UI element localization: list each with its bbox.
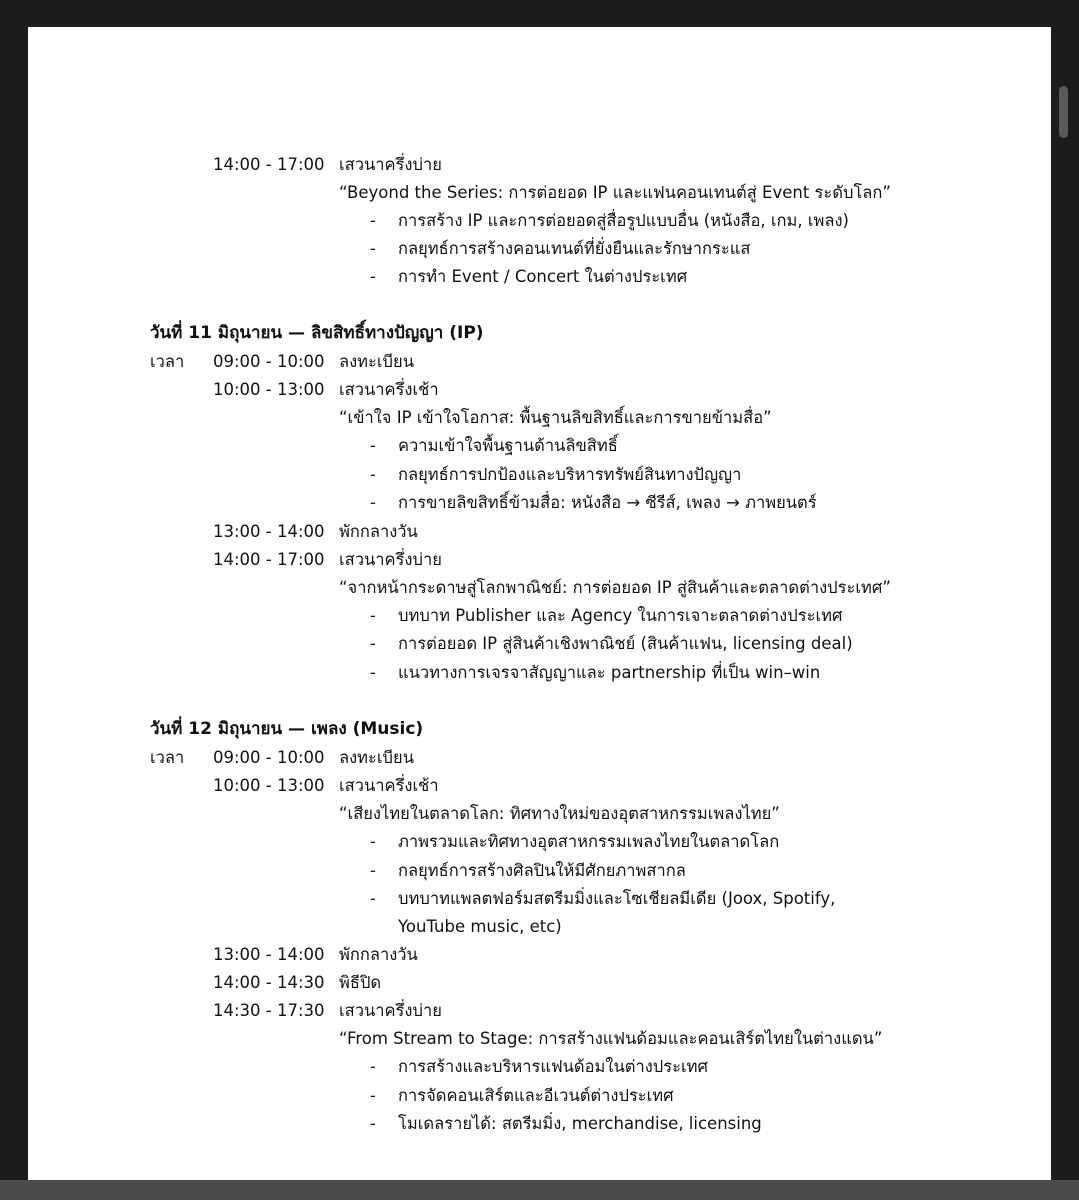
bullet-dash: - (370, 861, 376, 880)
session-time: 14:00 - 14:30 (213, 973, 325, 992)
session-time: 14:30 - 17:30 (213, 1001, 325, 1020)
bullet-item: การต่อยอด IP สู่สินค้าเชิงพาณิชย์ (สินค้าแฟน, licensing deal) (398, 634, 853, 653)
session-time: 13:00 - 14:00 (213, 945, 325, 964)
day-heading: วันที่ 11 มิถุนายน — ลิขสิทธิ์ทางปัญญา (IP) (150, 323, 484, 343)
session-label: เสวนาครึ่งบ่าย (339, 1001, 442, 1020)
session-time: 10:00 - 13:00 (213, 380, 325, 399)
bullet-dash: - (370, 1114, 376, 1133)
bullet-item: ความเข้าใจพื้นฐานด้านลิขสิทธิ์ (398, 436, 618, 455)
bullet-item: ภาพรวมและทิศทางอุตสาหกรรมเพลงไทยในตลาดโลก (398, 832, 780, 851)
session-time: 14:00 - 17:00 (213, 155, 325, 174)
bullet-item-continuation: YouTube music, etc) (398, 917, 562, 936)
session-label: พักกลางวัน (339, 945, 418, 964)
time-column-label: เวลา (150, 748, 185, 767)
session-title: “เสียงไทยในตลาดโลก: ทิศทางใหม่ของอุตสาหกรรมเพลงไทย” (339, 804, 780, 823)
bullet-item: กลยุทธ์การสร้างศิลปินให้มีศักยภาพสากล (398, 861, 686, 880)
session-label: เสวนาครึ่งบ่าย (339, 550, 442, 569)
bullet-dash: - (370, 606, 376, 625)
bullet-dash: - (370, 267, 376, 286)
session-title: “เข้าใจ IP เข้าใจโอกาส: พื้นฐานลิขสิทธิ์และการขายข้ามสื่อ” (339, 408, 772, 427)
bullet-dash: - (370, 493, 376, 512)
session-label: เสวนาครึ่งเช้า (339, 776, 439, 795)
session-label: ลงทะเบียน (339, 352, 414, 371)
bullet-item: โมเดลรายได้: สตรีมมิ่ง, merchandise, licensing (398, 1114, 762, 1133)
bullet-dash: - (370, 663, 376, 682)
bullet-item: การทำ Event / Concert ในต่างประเทศ (398, 267, 688, 286)
session-label: ลงทะเบียน (339, 748, 414, 767)
bullet-dash: - (370, 889, 376, 908)
session-label: พิธีปิด (339, 973, 382, 992)
bullet-item: การสร้าง IP และการต่อยอดสู่สื่อรูปแบบอื่น (หนังสือ, เกม, เพลง) (398, 211, 849, 230)
bullet-dash: - (370, 239, 376, 258)
bullet-dash: - (370, 634, 376, 653)
session-time: 09:00 - 10:00 (213, 352, 325, 371)
bullet-item: บทบาทแพลตฟอร์มสตรีมมิ่งและโซเชียลมีเดีย (Joox, Spotify, (398, 889, 836, 908)
bottom-toolbar (0, 1180, 1079, 1200)
bullet-item: กลยุทธ์การสร้างคอนเทนต์ที่ยั่งยืนและรักษากระแส (398, 239, 751, 258)
bullet-item: บทบาท Publisher และ Agency ในการเจาะตลาดต่างประเทศ (398, 606, 843, 625)
session-time: 13:00 - 14:00 (213, 522, 325, 541)
bullet-dash: - (370, 1057, 376, 1076)
time-column-label: เวลา (150, 352, 185, 371)
bullet-dash: - (370, 1086, 376, 1105)
scrollbar-thumb[interactable] (1059, 86, 1068, 138)
bullet-item: การจัดคอนเสิร์ตและอีเวนต์ต่างประเทศ (398, 1086, 674, 1105)
bullet-item: การสร้างและบริหารแฟนด้อมในต่างประเทศ (398, 1057, 708, 1076)
bullet-item: แนวทางการเจรจาสัญญาและ partnership ที่เป็น win–win (398, 663, 821, 682)
session-title: “Beyond the Series: การต่อยอด IP และแฟนคอนเทนต์สู่ Event ระดับโลก” (339, 183, 891, 202)
bullet-dash: - (370, 832, 376, 851)
session-time: 14:00 - 17:00 (213, 550, 325, 569)
session-label: เสวนาครึ่งเช้า (339, 380, 439, 399)
bullet-dash: - (370, 436, 376, 455)
session-title: “From Stream to Stage: การสร้างแฟนด้อมและคอนเสิร์ตไทยในต่างแดน” (339, 1029, 883, 1048)
session-time: 09:00 - 10:00 (213, 748, 325, 767)
session-label: พักกลางวัน (339, 522, 418, 541)
bullet-item: การขายลิขสิทธิ์ข้ามสื่อ: หนังสือ → ซีรีส์, เพลง → ภาพยนตร์ (398, 493, 817, 512)
bullet-dash: - (370, 465, 376, 484)
session-time: 10:00 - 13:00 (213, 776, 325, 795)
session-label: เสวนาครึ่งบ่าย (339, 155, 442, 174)
day-heading: วันที่ 12 มิถุนายน — เพลง (Music) (150, 719, 424, 739)
session-title: “จากหน้ากระดาษสู่โลกพาณิชย์: การต่อยอด IP สู่สินค้าและตลาดต่างประเทศ” (339, 578, 891, 597)
bullet-dash: - (370, 211, 376, 230)
bullet-item: กลยุทธ์การปกป้องและบริหารทรัพย์สินทางปัญญา (398, 465, 742, 484)
